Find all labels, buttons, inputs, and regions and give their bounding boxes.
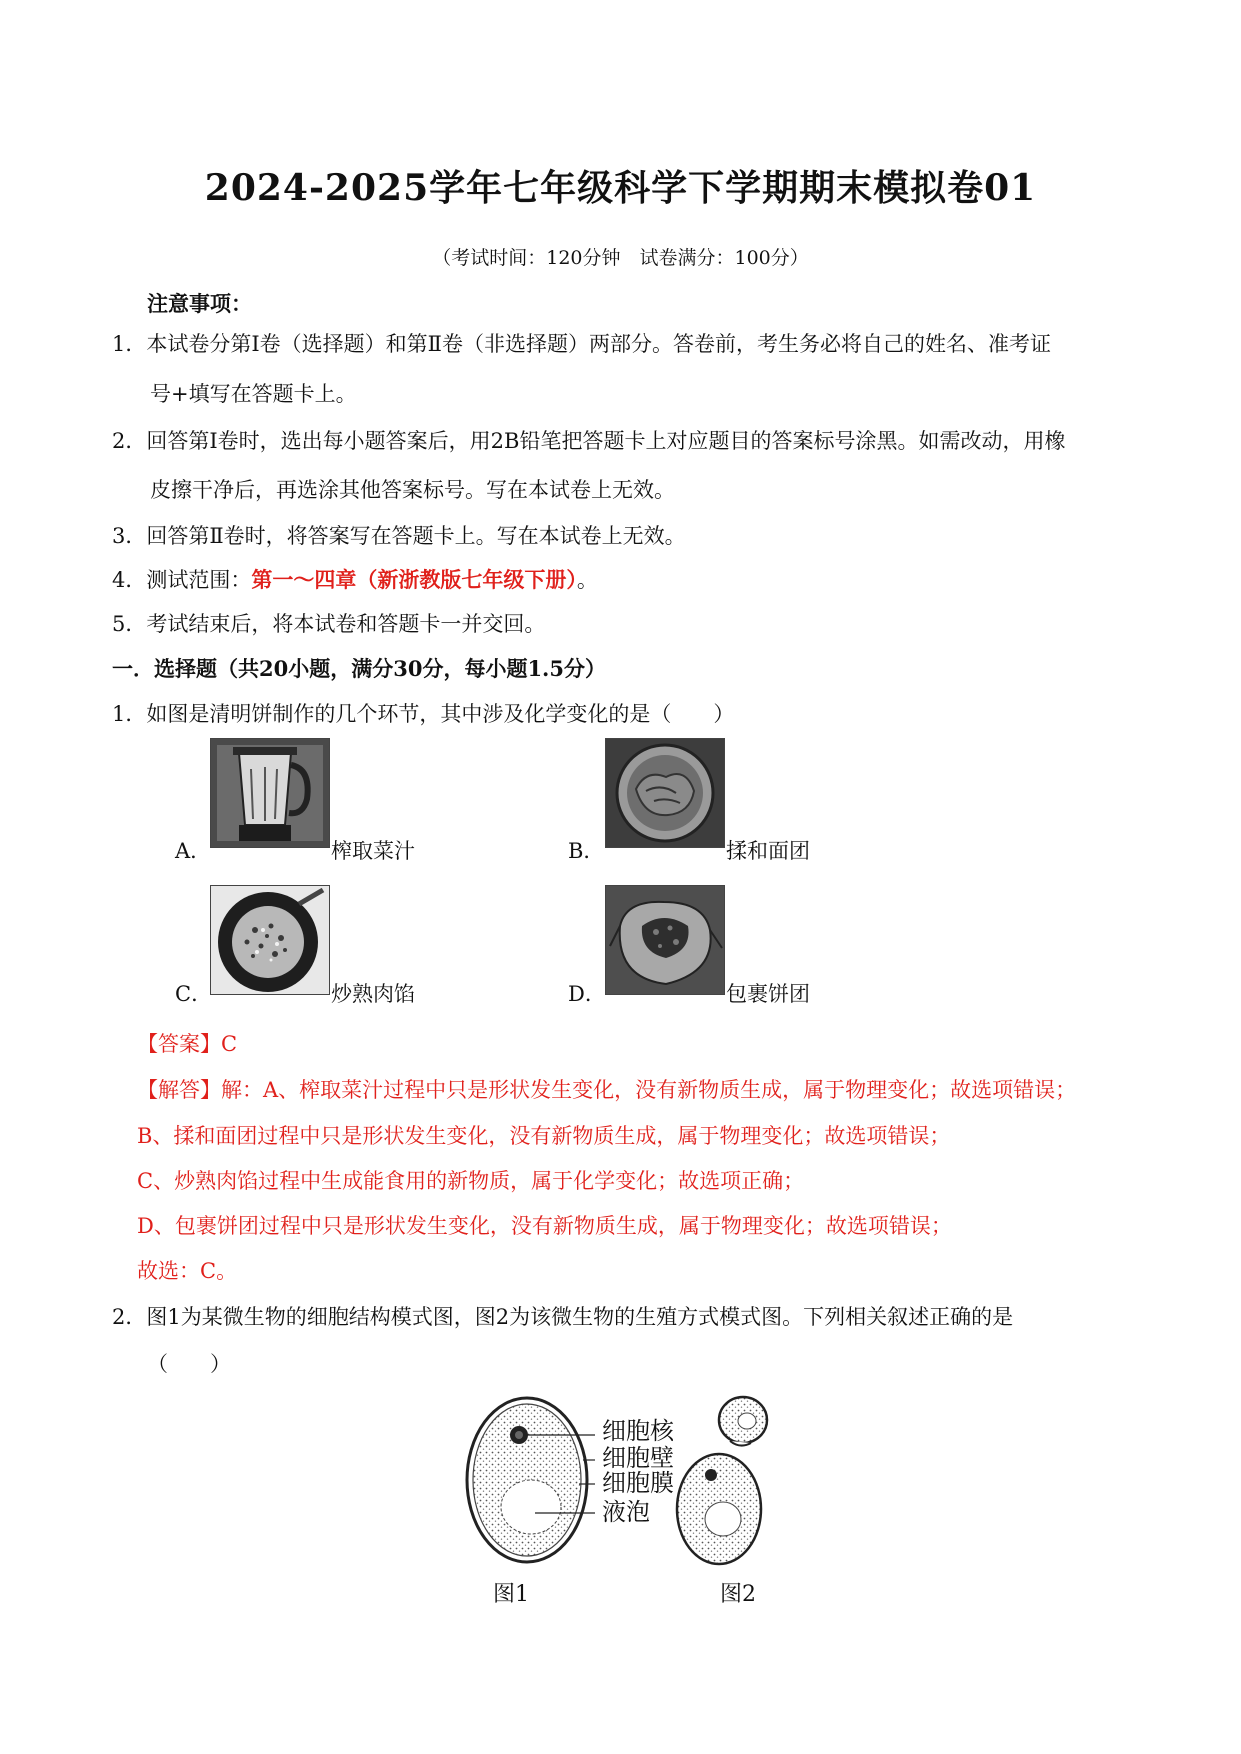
analysis-line: D、包裹饼团过程中只是形状发生变化，没有新物质生成，属于物理变化；故选项错误； — [137, 1214, 952, 1238]
analysis-label: 【解答】 — [137, 1078, 221, 1102]
frying-pan-photo — [210, 885, 330, 995]
option-c-letter: C． — [175, 982, 213, 1006]
notice-item — [112, 610, 545, 638]
label-vacuole: 液泡 — [602, 1498, 650, 1526]
notice-text: 考试结束后，将本试卷和答题卡一并交回。 — [146, 612, 546, 636]
notice-heading: 注意事项： — [147, 291, 252, 316]
notice-item — [112, 566, 598, 594]
notice-text: 回答第Ⅱ卷时，将答案写在答题卡上。写在本试卷上无效。 — [146, 524, 686, 548]
test-scope: 第一～四章（新浙教版七年级下册） — [251, 567, 577, 592]
notice-number: 3． — [112, 524, 147, 548]
option-b-text: 揉和面团 — [726, 839, 810, 863]
option-d-letter: D． — [568, 982, 606, 1006]
notice-text: 本试卷分第Ⅰ卷（选择题）和第Ⅱ卷（非选择题）两部分。答卷前，考生务必将自己的姓名、准考证 — [146, 332, 1051, 356]
figure-1-caption: 图1 — [493, 1582, 529, 1607]
q1-analysis — [137, 1076, 1076, 1104]
notice-number: 5． — [112, 612, 147, 636]
notice-item — [112, 427, 1065, 455]
notice-text-cont: 皮擦干净后，再选涂其他答案标号。写在本试卷上无效。 — [150, 478, 675, 502]
exam-info: （考试时间：120分钟 试卷满分：100分） — [432, 247, 809, 269]
question-2-stem: 2．图1为某微生物的细胞结构模式图，图2为该微生物的生殖方式模式图。下列相关叙述正确的是 — [112, 1305, 1014, 1329]
q1-answer: 【答案】C — [137, 1032, 238, 1056]
notice-item — [112, 330, 1051, 358]
option-c-text: 炒熟肉馅 — [331, 982, 415, 1006]
juicer-photo — [210, 738, 330, 848]
notice-number: 1． — [112, 332, 147, 356]
label-nucleus: 细胞核 — [602, 1417, 674, 1445]
analysis-text: 解：A、榨取菜汁过程中只是形状发生变化，没有新物质生成，属于物理变化；故选项错误； — [221, 1078, 1077, 1102]
notice-text-cont: 号+填写在答题卡上。 — [150, 382, 357, 406]
option-b-letter: B． — [568, 839, 605, 863]
analysis-line: B、揉和面团过程中只是形状发生变化，没有新物质生成，属于物理变化；故选项错误； — [137, 1124, 951, 1148]
option-a-letter: A． — [175, 839, 212, 863]
label-cell-wall: 细胞壁 — [602, 1444, 674, 1472]
wrapping-photo — [605, 885, 725, 995]
question-2-stem-cont: （ ） — [147, 1352, 231, 1376]
option-d-text: 包裹饼团 — [726, 982, 810, 1006]
notice-text: 回答第Ⅰ卷时，选出每小题答案后，用2B铅笔把答题卡上对应题目的答案标号涂黑。如需改动，用橡 — [146, 429, 1066, 453]
notice-number: 4． — [112, 568, 147, 592]
analysis-line: C、炒熟肉馅过程中生成能食用的新物质，属于化学变化；故选项正确； — [137, 1169, 805, 1193]
dough-photo — [605, 738, 725, 848]
label-cell-membrane: 细胞膜 — [602, 1469, 674, 1497]
question-1-stem: 1．如图是清明饼制作的几个环节，其中涉及化学变化的是（ ） — [112, 702, 735, 726]
notice-number: 2． — [112, 429, 147, 453]
analysis-line: 故选：C。 — [137, 1259, 238, 1283]
vacuole-shape — [501, 1480, 561, 1534]
cell-figure — [455, 1385, 830, 1607]
notice-text: 。 — [576, 568, 598, 592]
notice-text: 测试范围： — [146, 568, 252, 592]
notice-item — [112, 522, 686, 550]
option-a-text: 榨取菜汁 — [331, 839, 415, 863]
page-title: 2024-2025学年七年级科学下学期期末模拟卷01 — [204, 167, 1037, 209]
figure-2-caption: 图2 — [720, 1582, 756, 1607]
section-heading: 一．选择题（共20小题，满分30分，每小题1.5分） — [112, 656, 606, 681]
